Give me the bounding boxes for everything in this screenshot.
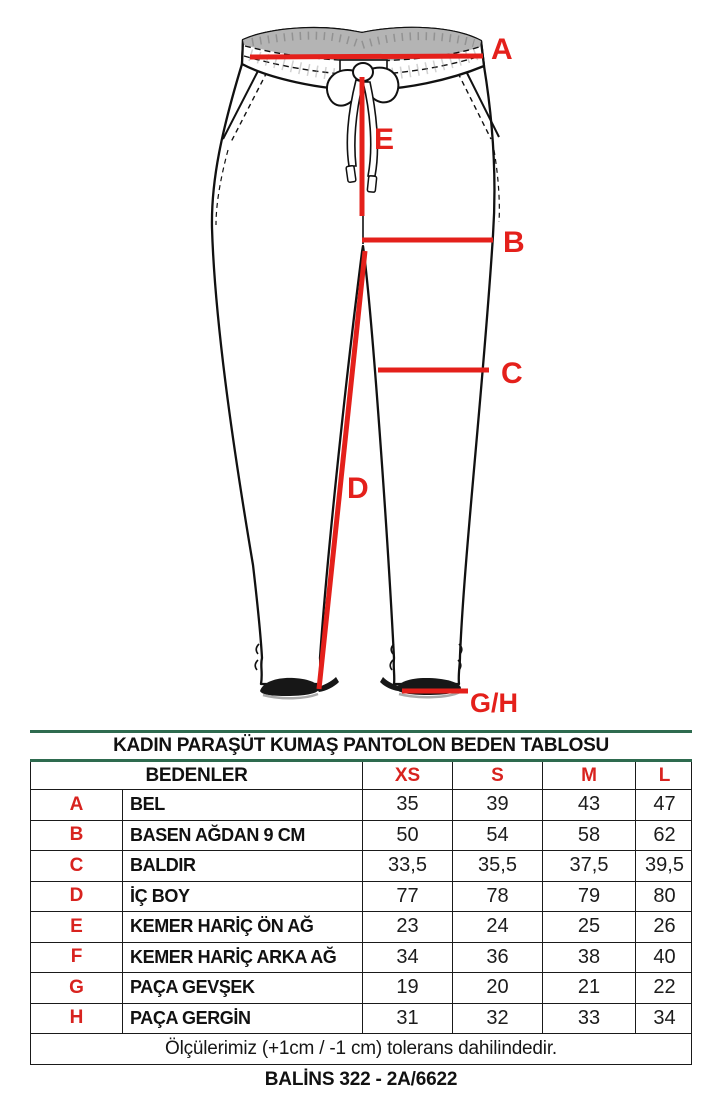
table-row-b: [30, 821, 692, 852]
left-aglet: [346, 166, 356, 183]
measure-label-b: B: [503, 226, 525, 259]
row-letter: A: [31, 790, 123, 820]
value-s: 32: [453, 1004, 543, 1034]
row-label: BASEN AĞDAN 9 CM: [123, 821, 363, 851]
value-l: 40: [653, 945, 676, 968]
size-col-header-xs: XS: [363, 762, 453, 789]
measure-label-e: E: [374, 123, 395, 156]
row-letter: H: [31, 1004, 123, 1034]
measure-label-d: D: [347, 472, 369, 505]
size-table: [30, 730, 692, 1095]
value-m: 37,5: [543, 851, 636, 881]
table-title: KADIN PARAŞÜT KUMAŞ PANTOLON BEDEN TABLOSU: [113, 735, 609, 756]
row-letter: D: [31, 882, 123, 912]
tolerance-note: Ölçülerimiz (+1cm / -1 cm) tolerans dahilindedir.: [30, 1034, 692, 1065]
table-row-a: [30, 790, 692, 821]
table-row-f: [30, 943, 692, 974]
measure-line-a-waist: [250, 56, 483, 57]
value-xs: 23: [363, 912, 453, 942]
value-m: 58: [543, 821, 636, 851]
row-letter: B: [31, 821, 123, 851]
measure-label-gh: G/H: [470, 688, 519, 718]
value-s: 24: [453, 912, 543, 942]
row-label: BALDIR: [123, 851, 363, 881]
value-l: 47: [653, 793, 676, 816]
table-row-h: [30, 1004, 692, 1035]
value-m: 21: [543, 973, 636, 1003]
value-l: 22: [653, 976, 676, 999]
value-xs: 50: [363, 821, 453, 851]
value-l: 26: [653, 915, 676, 938]
value-l: 62: [653, 823, 676, 846]
table-row-d: [30, 882, 692, 913]
size-col-header-l: L: [658, 764, 671, 786]
table-row-g: [30, 973, 692, 1004]
measure-label-a: A: [491, 33, 513, 66]
row-label: KEMER HARİÇ ÖN AĞ: [123, 912, 363, 942]
row-letter: G: [31, 973, 123, 1003]
row-letter: E: [31, 912, 123, 942]
value-s: 54: [453, 821, 543, 851]
value-m: 33: [543, 1004, 636, 1034]
row-label: İÇ BOY: [123, 882, 363, 912]
row-letter: F: [31, 943, 123, 973]
value-s: 36: [453, 943, 543, 973]
value-xs: 35: [363, 790, 453, 820]
row-letter: C: [31, 851, 123, 881]
measure-label-c: C: [501, 357, 523, 390]
value-m: 38: [543, 943, 636, 973]
product-code: BALİNS 322 - 2A/6622: [264, 1069, 458, 1090]
value-m: 79: [543, 882, 636, 912]
value-l: 80: [653, 884, 676, 907]
value-s: 35,5: [453, 851, 543, 881]
value-m: 43: [543, 790, 636, 820]
value-s: 78: [453, 882, 543, 912]
size-col-header-m: M: [543, 762, 636, 789]
table-row-e: [30, 912, 692, 943]
row-label: BEL: [123, 790, 363, 820]
value-xs: 19: [363, 973, 453, 1003]
value-s: 39: [453, 790, 543, 820]
size-col-header-s: S: [453, 762, 543, 789]
right-aglet: [367, 176, 377, 193]
value-xs: 31: [363, 1004, 453, 1034]
table-row-c: [30, 851, 692, 882]
value-l: 34: [653, 1006, 676, 1029]
row-label: PAÇA GERGİN: [123, 1004, 363, 1034]
table-header-row: [30, 762, 692, 790]
value-xs: 33,5: [363, 851, 453, 881]
row-label: KEMER HARİÇ ARKA AĞ: [123, 943, 363, 973]
header-bedenler: BEDENLER: [31, 762, 363, 789]
value-l: 39,5: [645, 854, 684, 877]
value-s: 20: [453, 973, 543, 1003]
value-xs: 34: [363, 943, 453, 973]
value-m: 25: [543, 912, 636, 942]
value-xs: 77: [363, 882, 453, 912]
row-label: PAÇA GEVŞEK: [123, 973, 363, 1003]
